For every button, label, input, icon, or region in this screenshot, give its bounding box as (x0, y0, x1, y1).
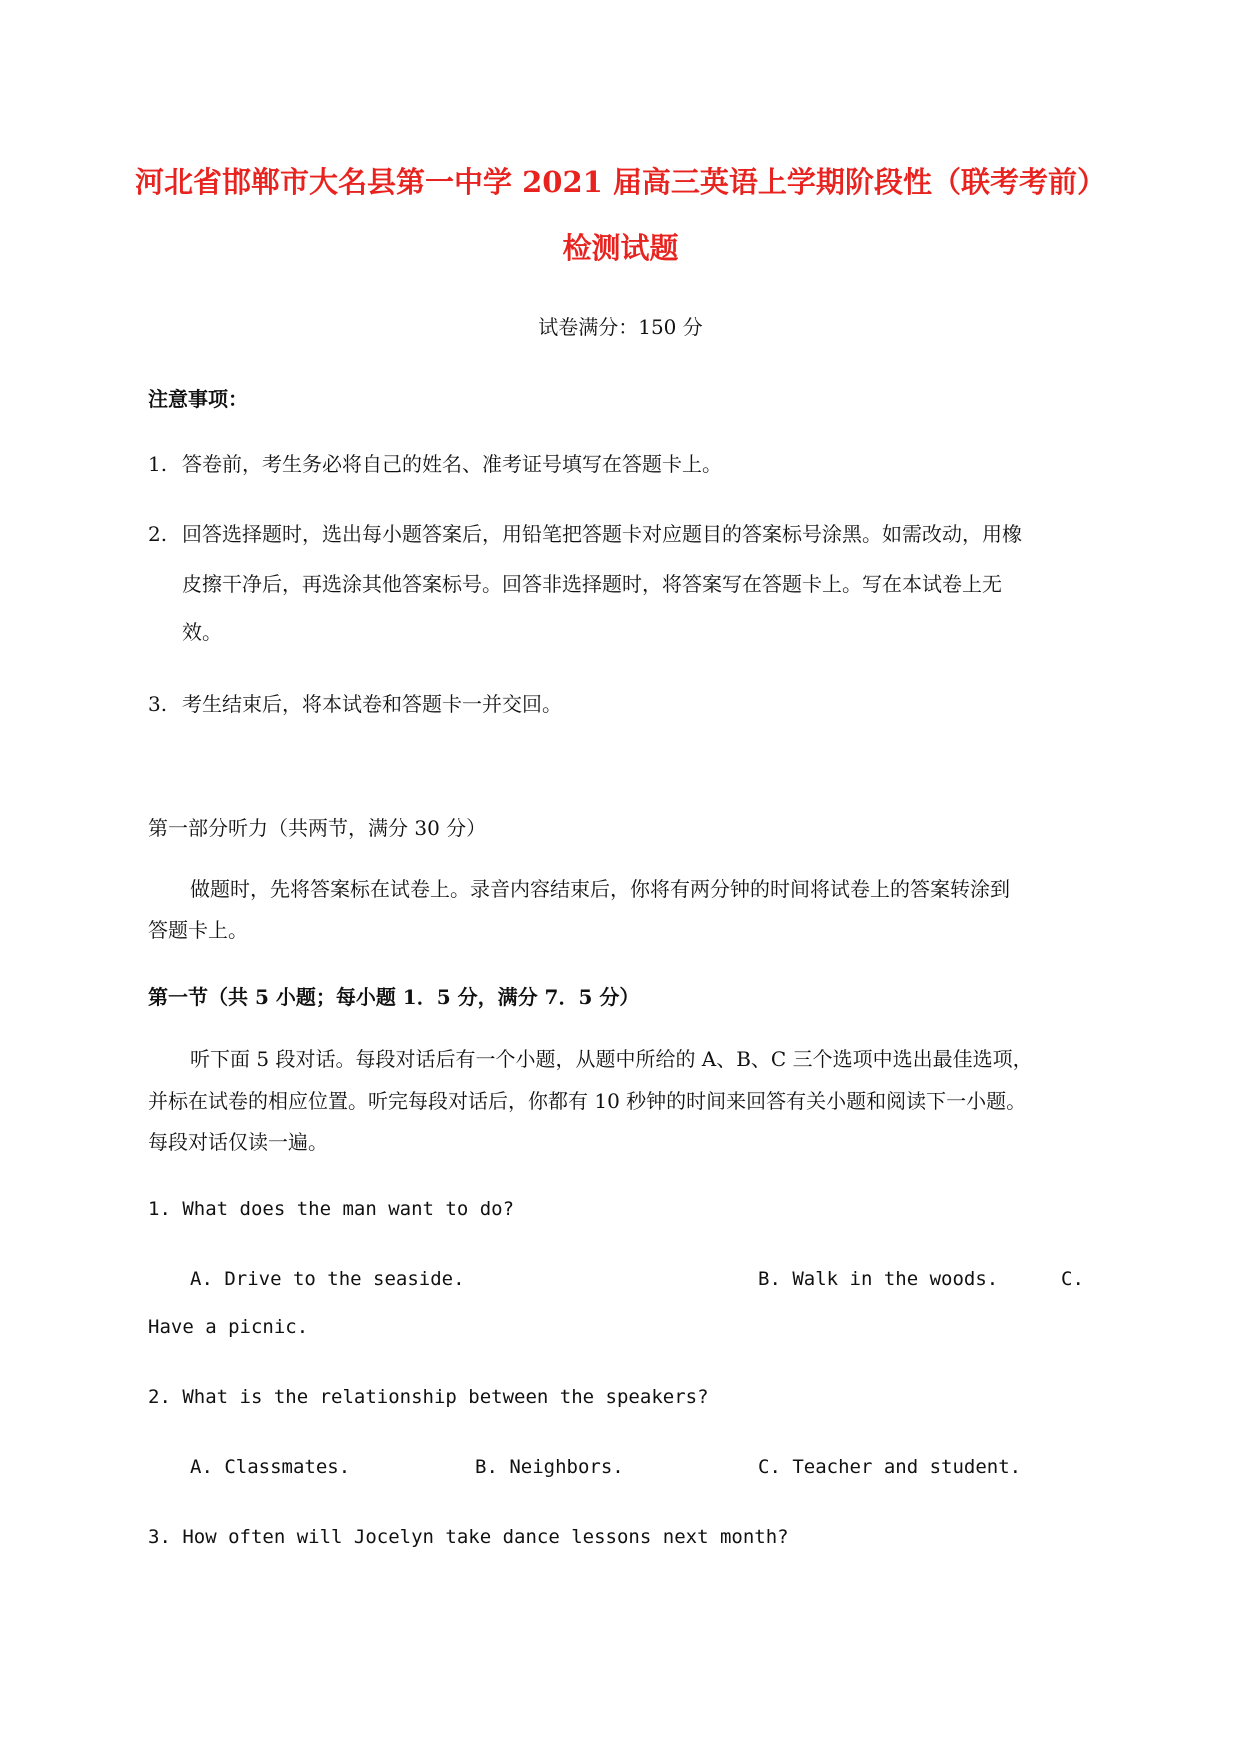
section1-intro-continued: 并标在试卷的相应位置。听完每段对话后，你都有 10 秒钟的时间来回答有关小题和阅读下一小题。 (148, 1089, 1027, 1113)
question-2-option-a: A. Classmates. (190, 1456, 351, 1478)
note-text-continued: 效。 (182, 620, 222, 644)
question-2-option-b: B. Neighbors. (475, 1456, 624, 1478)
part1-heading: 第一部分听力（共两节，满分 30 分） (148, 816, 487, 840)
part1-intro: 做题时，先将答案标在试卷上。录音内容结束后，你将有两分钟的时间将试卷上的答案转涂到 (190, 877, 1010, 901)
note-item-1 (148, 448, 722, 477)
section1-intro: 听下面 5 段对话。每段对话后有一个小题，从题中所给的 A、B、C 三个选项中选出最佳选项， (190, 1047, 1033, 1071)
part1-intro-continued: 答题卡上。 (148, 918, 248, 942)
question-2-option-c: C. Teacher and student. (758, 1456, 1022, 1478)
note-item-2 (148, 518, 1022, 547)
question-1-option-c-label: C. (1061, 1268, 1084, 1290)
note-number: 2. (148, 522, 168, 546)
section1-intro-continued: 每段对话仅读一遍。 (148, 1130, 328, 1154)
exam-title-line2: 检测试题 (562, 231, 679, 265)
question-1-option-a: A. Drive to the seaside. (190, 1268, 465, 1290)
question-1-option-c-text: Have a picnic. (148, 1316, 309, 1338)
note-number: 1. (148, 452, 168, 476)
note-text: 考生结束后，将本试卷和答题卡一并交回。 (182, 692, 562, 716)
question-3-stem: 3. How often will Jocelyn take dance lessons next month? (148, 1526, 789, 1548)
section1-heading: 第一节（共 5 小题；每小题 1．5 分，满分 7．5 分） (148, 985, 640, 1009)
note-text: 答卷前，考生务必将自己的姓名、准考证号填写在答题卡上。 (182, 452, 722, 476)
note-number: 3. (148, 692, 168, 716)
question-1-option-b: B. Walk in the woods. (758, 1268, 999, 1290)
note-text-continued: 皮擦干净后，再选涂其他答案标号。回答非选择题时，将答案写在答题卡上。写在本试卷上无 (182, 572, 1002, 596)
notes-heading: 注意事项： (148, 387, 248, 411)
note-item-3 (148, 688, 562, 717)
note-text: 回答选择题时，选出每小题答案后，用铅笔把答题卡对应题目的答案标号涂黑。如需改动，用橡 (182, 522, 1022, 546)
question-2-stem: 2. What is the relationship between the speakers? (148, 1386, 709, 1408)
question-1-stem: 1. What does the man want to do? (148, 1198, 515, 1220)
full-score: 试卷满分：150 分 (538, 315, 703, 339)
exam-title-line1: 河北省邯郸市大名县第一中学 2021 届高三英语上学期阶段性（联考考前） (135, 165, 1106, 199)
